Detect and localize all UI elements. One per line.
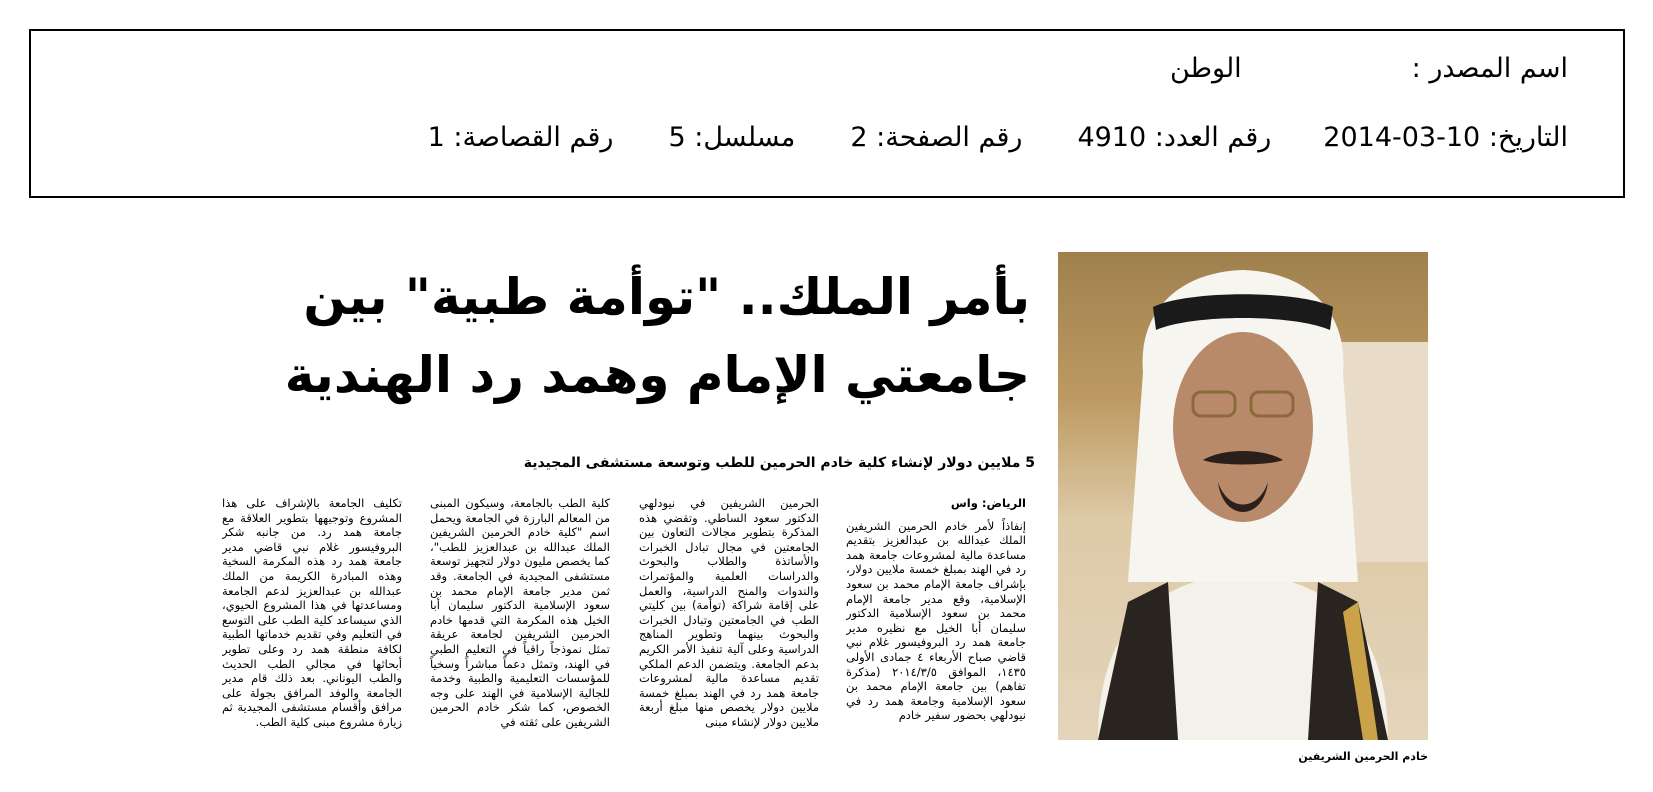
king-portrait-photo [1058, 252, 1428, 740]
headline: بأمر الملك.. "توأمة طبية" بين جامعتي الإمام وهمد رد الهندية [284, 268, 1030, 404]
page-value: 2 [850, 122, 868, 153]
article-column-1 [846, 496, 1026, 770]
serial-label: مسلسل: [694, 122, 796, 153]
column-text: الحرمين الشريفين في نيودلهي الدكتور سعود الساطي. وتقضي هذه المذكرة بتطوير مجالات التعاون بين الجامعتين في مجال تبادل الخبرات والأساتذة والطلاب والبحوث والدراسات العلمية والمؤتمرات والندوات والمنح الدراسية، والعمل على إقامة شراكة (توأمة) بين كليتي الطب في الجامعتين وتبادل الخبرات والبحوث بينهما وتطوير المناهج الدراسية وعلى آلية تنفيذ الأمر الكريم بدعم الجامعة. ويتضمن الدعم الملكي تقديم مساعدة مالية لمشروعات جامعة همد رد في الهند بمبلغ خمسة ملايين دولار يخصص منها مبلغ أربعة ملايين دولار لإنشاء مبنى [639, 496, 819, 729]
serial-value: 5 [668, 122, 686, 153]
date-value: 2014-03-10 [1323, 122, 1481, 153]
source-value: الوطن [1169, 53, 1242, 84]
source-info-box [29, 29, 1625, 198]
column-text: تكليف الجامعة بالإشراف على هذا المشروع وتوجيهها بتطوير العلاقة مع جامعة همد رد. من جانبه شكر البروفيسور غلام نبي قاضي مدير جامعة همد رد هذه المكرمة السخية وهذه المبادرة الكريمة من الملك عبدالله بن عبدالعزيز لدعم الجامعة ومساعدتها في هذا المشروع الحيوي، الذي سيساعد كلية الطب على التوسع في التعليم وفي تقديم خدماتها الطبية لكافة منطقة همد رد وعلى تطوير أبحاثها في مجالي الطب الحديث والطب اليوناني. بعد ذلك قام مدير الجامعة والوفد المرافق بجولة على مرافق وأقسام مستشفى المجيدية ثم زيارة مشروع مبنى كلية الطب. [222, 496, 402, 729]
page-label: رقم الصفحة: [876, 122, 1023, 153]
portrait-illustration [1058, 252, 1428, 740]
article-column-2 [639, 496, 819, 770]
column-text: كلية الطب بالجامعة، وسيكون المبنى من المعالم البارزة في الجامعة ويحمل اسم "كلية خادم الحرمين الشريفين الملك عبدالله بن عبدالعزيز للطب"، كما يخصص مليون دولار لتجهيز توسعة مستشفى المجيدية في الجامعة. وقد ثمن مدير جامعة الإمام محمد بن سعود الإسلامية الدكتور سليمان أبا الخيل هذه المكرمة التي قدمها خادم الحرمين الشريفين لجامعة عريقة تمثل نموذجاً راقياً في التعليم الطبي في الهند، وتمثل دعماً مباشراً وسخياً للمؤسسات التعليمية والطبية وخدمة للجالية الإسلامية في الهند على وجه الخصوص، كما شكر خادم الحرمين الشريفين على ثقته في [430, 496, 610, 729]
subheadline: 5 ملايين دولار لإنشاء كلية خادم الحرمين للطب وتوسعة مستشفى المجيدية [523, 455, 1035, 471]
source-label: اسم المصدر : [1411, 53, 1568, 84]
photo-caption: خادم الحرمين الشريفين [1298, 750, 1428, 763]
clip-label: رقم القصاصة: [453, 122, 614, 153]
issue-value: 4910 [1077, 122, 1147, 153]
clip-value: 1 [427, 122, 445, 153]
dateline: الرياض: واس [950, 496, 1026, 510]
article-column-3 [430, 496, 610, 770]
issue-row [428, 122, 1568, 153]
source-row [1170, 53, 1568, 84]
date-label: التاريخ: [1488, 122, 1568, 153]
column-text: إنفاذاً لأمر خادم الحرمين الشريفين الملك عبدالله بن عبدالعزيز بتقديم مساعدة مالية لمشروعات جامعة همد رد في الهند بمبلغ خمسة ملايين دولار، بإشراف جامعة الإمام محمد بن سعود الإسلامية، وقع مدير جامعة الإمام محمد بن سعود الإسلامية الدكتور سليمان أبا الخيل مع نظيره مدير جامعة همد رد البروفيسور غلام نبي قاضي صباح الأربعاء ٤ جمادى الأولى ١٤٣٥، الموافق ٢٠١٤/٣/٥ (مذكرة تفاهم) بين جامعة الإمام محمد بن سعود الإسلامية وجامعة همد رد في نيودلهي بحضور سفير خادم [846, 518, 1026, 723]
issue-label: رقم العدد: [1154, 122, 1272, 153]
article-column-4 [222, 496, 402, 770]
